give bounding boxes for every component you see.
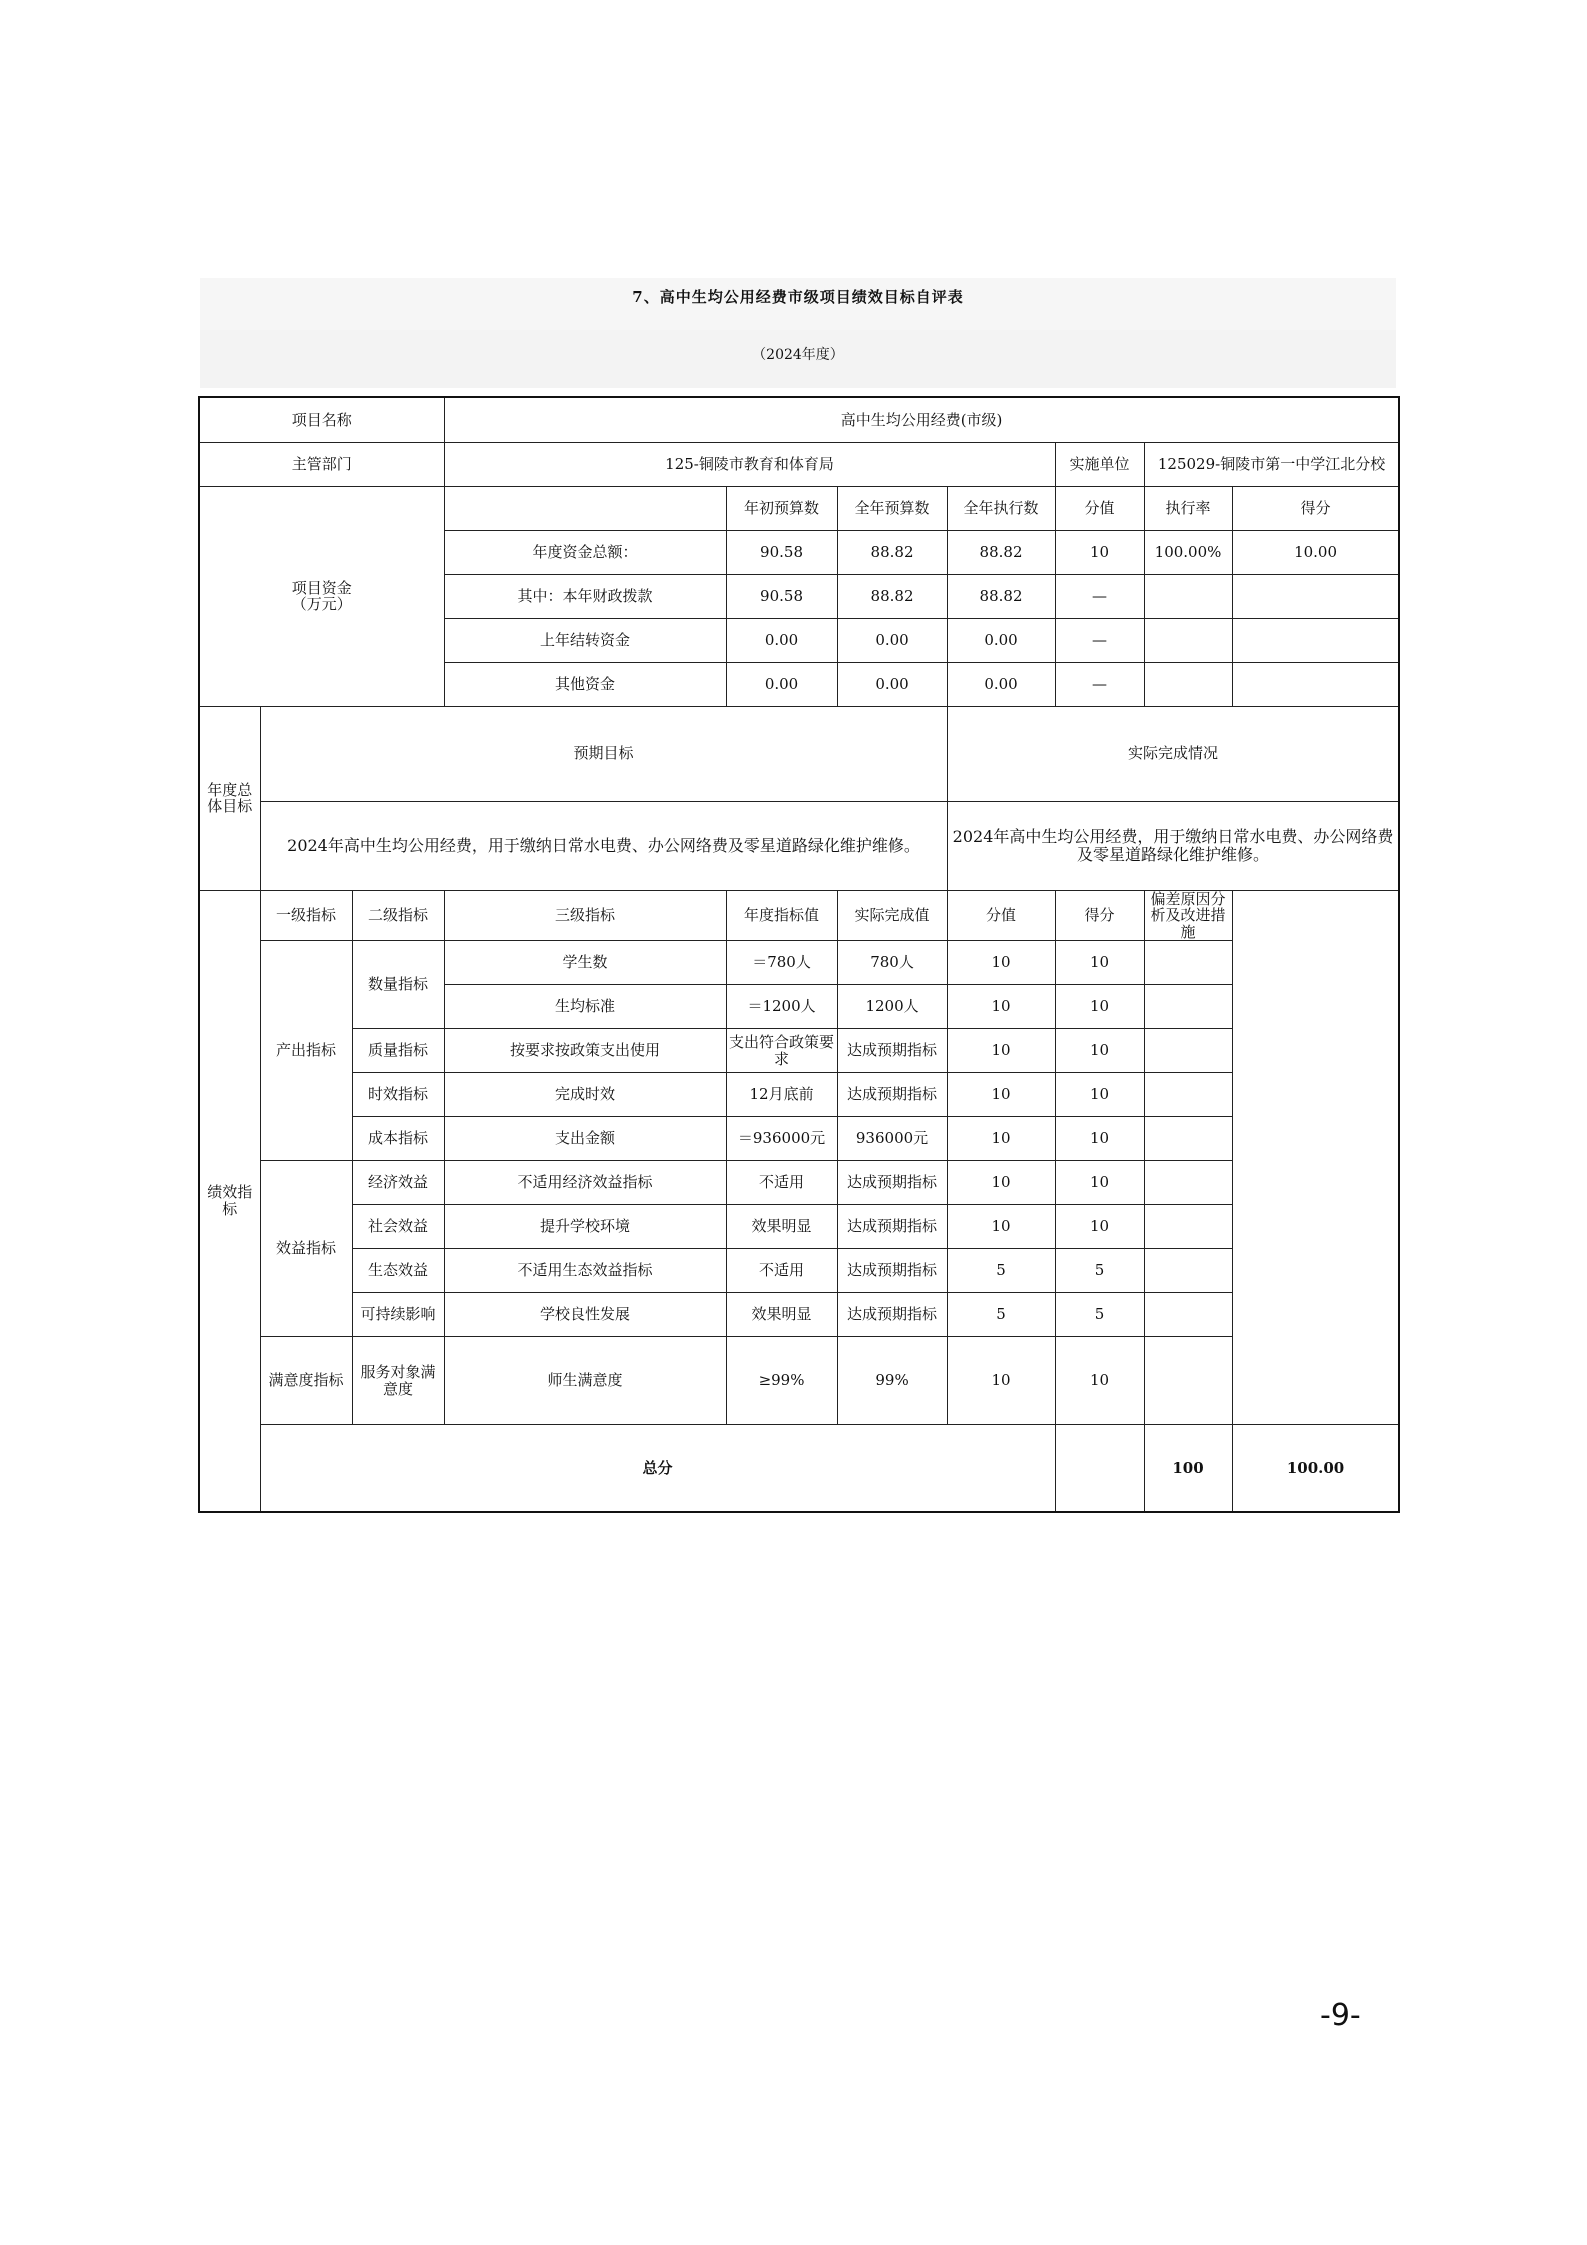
document-title: 7、高中生均公用经费市级项目绩效目标自评表 (632, 288, 964, 306)
document-year: （2024年度） (752, 347, 844, 363)
subgroup-service: 服务对象满意度 (352, 1337, 444, 1425)
indicator-name: 学生数 (444, 941, 726, 985)
indicator-target: ＝780人 (726, 941, 837, 985)
indicators-header-deviation: 偏差原因分析及改进措施 (1144, 890, 1232, 941)
group-satisfaction: 满意度指标 (260, 1337, 352, 1425)
department-row (199, 442, 1399, 486)
indicator-got: 10 (1055, 941, 1144, 985)
indicator-target: ＝936000元 (726, 1117, 837, 1161)
funds-row-rate (1144, 618, 1232, 662)
subgroup-cost: 成本指标 (352, 1117, 444, 1161)
indicator-name: 提升学校环境 (444, 1205, 726, 1249)
indicator-score: 10 (947, 985, 1055, 1029)
indicator-actual: 达成预期指标 (837, 1249, 947, 1293)
indicator-note (1144, 1029, 1232, 1073)
indicator-score: 10 (947, 1073, 1055, 1117)
subgroup-ecological: 生态效益 (352, 1249, 444, 1293)
page-number: -9- (1320, 1998, 1361, 2033)
indicator-actual: 1200人 (837, 985, 947, 1029)
goals-content-row (199, 801, 1399, 890)
indicator-target: 不适用 (726, 1161, 837, 1205)
indicator-name: 支出金额 (444, 1117, 726, 1161)
indicator-note (1144, 1161, 1232, 1205)
total-got: 100.00 (1232, 1425, 1399, 1512)
indicator-note (1144, 1293, 1232, 1337)
subgroup-quantity: 数量指标 (352, 941, 444, 1029)
funds-row-annual: 88.82 (837, 574, 947, 618)
indicator-row (199, 1161, 1399, 1205)
funds-row-executed: 88.82 (947, 574, 1055, 618)
implementing-unit-label: 实施单位 (1055, 442, 1144, 486)
indicator-note (1144, 1249, 1232, 1293)
indicator-target: 不适用 (726, 1249, 837, 1293)
indicators-header-level2: 二级指标 (352, 890, 444, 941)
funds-row-initial: 90.58 (726, 530, 837, 574)
funds-row-initial: 90.58 (726, 574, 837, 618)
funds-row-annual: 0.00 (837, 618, 947, 662)
indicator-score: 10 (947, 1337, 1055, 1425)
indicators-header-score: 分值 (947, 890, 1055, 941)
funds-row-score: — (1055, 618, 1144, 662)
funds-header-got: 得分 (1232, 486, 1399, 530)
indicator-target: 12月底前 (726, 1073, 837, 1117)
funds-row-executed: 88.82 (947, 530, 1055, 574)
funds-row-initial: 0.00 (726, 662, 837, 706)
indicator-got: 10 (1055, 1205, 1144, 1249)
indicator-score: 5 (947, 1293, 1055, 1337)
indicator-got: 10 (1055, 1161, 1144, 1205)
funds-row-annual: 88.82 (837, 530, 947, 574)
goals-actual-text: 2024年高中生均公用经费，用于缴纳日常水电费、办公网络费及零星道路绿化维护维修。 (947, 801, 1399, 890)
funds-header-blank (444, 486, 726, 530)
subgroup-economic: 经济效益 (352, 1161, 444, 1205)
funds-row-score: — (1055, 662, 1144, 706)
funds-row-score: 10 (1055, 530, 1144, 574)
indicators-label: 绩效指标 (199, 890, 260, 1512)
indicator-actual: 达成预期指标 (837, 1161, 947, 1205)
project-name-row (199, 397, 1399, 442)
funds-row-score: — (1055, 574, 1144, 618)
indicator-score: 10 (947, 1161, 1055, 1205)
indicator-note (1144, 985, 1232, 1029)
funds-header-executed: 全年执行数 (947, 486, 1055, 530)
indicator-target: ≥99% (726, 1337, 837, 1425)
total-row (199, 1425, 1399, 1512)
funds-row-got (1232, 618, 1399, 662)
indicators-header-level1: 一级指标 (260, 890, 352, 941)
indicators-header-actual: 实际完成值 (837, 890, 947, 941)
project-name-value: 高中生均公用经费(市级) (444, 397, 1399, 442)
indicator-name: 不适用生态效益指标 (444, 1249, 726, 1293)
funds-row-annual: 0.00 (837, 662, 947, 706)
project-name-label: 项目名称 (199, 397, 444, 442)
group-benefit: 效益指标 (260, 1161, 352, 1337)
indicator-got: 10 (1055, 985, 1144, 1029)
indicator-name: 不适用经济效益指标 (444, 1161, 726, 1205)
funds-header-annual: 全年预算数 (837, 486, 947, 530)
indicator-got: 10 (1055, 1029, 1144, 1073)
evaluation-table (198, 396, 1400, 1513)
indicator-actual: 达成预期指标 (837, 1205, 947, 1249)
indicator-note (1144, 1073, 1232, 1117)
total-score: 100 (1144, 1425, 1232, 1512)
funds-header-initial: 年初预算数 (726, 486, 837, 530)
indicator-actual: 达成预期指标 (837, 1293, 947, 1337)
indicator-score: 5 (947, 1249, 1055, 1293)
group-output: 产出指标 (260, 941, 352, 1161)
subgroup-sustainable: 可持续影响 (352, 1293, 444, 1337)
funds-row-rate: 100.00% (1144, 530, 1232, 574)
funds-header-rate: 执行率 (1144, 486, 1232, 530)
indicator-actual: 99% (837, 1337, 947, 1425)
funds-row-rate (1144, 574, 1232, 618)
goals-label: 年度总体目标 (199, 706, 260, 890)
indicator-score: 10 (947, 1205, 1055, 1249)
department-label: 主管部门 (199, 442, 444, 486)
indicator-row (199, 1337, 1399, 1425)
indicator-note (1144, 1205, 1232, 1249)
indicator-note (1144, 941, 1232, 985)
indicator-note (1144, 1337, 1232, 1425)
indicator-actual: 达成预期指标 (837, 1073, 947, 1117)
indicator-score: 10 (947, 1029, 1055, 1073)
indicator-actual: 936000元 (837, 1117, 947, 1161)
indicator-name: 学校良性发展 (444, 1293, 726, 1337)
indicator-got: 10 (1055, 1337, 1144, 1425)
indicator-row (199, 1029, 1399, 1073)
total-blank (1055, 1425, 1144, 1512)
indicator-target: ＝1200人 (726, 985, 837, 1029)
indicator-target: 效果明显 (726, 1205, 837, 1249)
indicator-row (199, 941, 1399, 985)
indicators-header-row (199, 890, 1399, 941)
funds-row-initial: 0.00 (726, 618, 837, 662)
indicator-name: 生均标准 (444, 985, 726, 1029)
department-value: 125-铜陵市教育和体育局 (444, 442, 1055, 486)
indicator-row (199, 1249, 1399, 1293)
indicator-actual: 780人 (837, 941, 947, 985)
indicator-note (1144, 1117, 1232, 1161)
funds-row-label: 年度资金总额： (444, 530, 726, 574)
indicator-target: 效果明显 (726, 1293, 837, 1337)
subgroup-social: 社会效益 (352, 1205, 444, 1249)
funds-row-label: 其中：本年财政拨款 (444, 574, 726, 618)
subgroup-timeliness: 时效指标 (352, 1073, 444, 1117)
funds-label: 项目资金 （万元） (199, 486, 444, 706)
funds-row-got (1232, 662, 1399, 706)
indicator-actual: 达成预期指标 (837, 1029, 947, 1073)
indicator-row (199, 1117, 1399, 1161)
funds-row-label: 其他资金 (444, 662, 726, 706)
indicator-name: 完成时效 (444, 1073, 726, 1117)
implementing-unit-value: 125029-铜陵市第一中学江北分校 (1144, 442, 1399, 486)
funds-row-executed: 0.00 (947, 618, 1055, 662)
indicator-target: 支出符合政策要求 (726, 1029, 837, 1073)
indicators-header-got: 得分 (1055, 890, 1144, 941)
total-label: 总分 (260, 1425, 1055, 1512)
subgroup-quality: 质量指标 (352, 1029, 444, 1073)
indicator-name: 按要求按政策支出使用 (444, 1029, 726, 1073)
indicators-header-target: 年度指标值 (726, 890, 837, 941)
indicators-header-level3: 三级指标 (444, 890, 726, 941)
indicator-got: 5 (1055, 1293, 1144, 1337)
funds-row-executed: 0.00 (947, 662, 1055, 706)
indicator-row (199, 1293, 1399, 1337)
indicator-got: 10 (1055, 1117, 1144, 1161)
goals-header-row (199, 706, 1399, 801)
indicator-got: 5 (1055, 1249, 1144, 1293)
goals-actual-header: 实际完成情况 (947, 706, 1399, 801)
funds-header-score: 分值 (1055, 486, 1144, 530)
indicator-score: 10 (947, 941, 1055, 985)
indicator-score: 10 (947, 1117, 1055, 1161)
funds-row-label: 上年结转资金 (444, 618, 726, 662)
funds-header-row (199, 486, 1399, 530)
goals-expected-header: 预期目标 (260, 706, 947, 801)
funds-row-got (1232, 574, 1399, 618)
indicator-name: 师生满意度 (444, 1337, 726, 1425)
indicator-row (199, 1205, 1399, 1249)
funds-row-got: 10.00 (1232, 530, 1399, 574)
indicator-got: 10 (1055, 1073, 1144, 1117)
goals-expected-text: 2024年高中生均公用经费，用于缴纳日常水电费、办公网络费及零星道路绿化维护维修。 (260, 801, 947, 890)
funds-row-rate (1144, 662, 1232, 706)
indicator-row (199, 1073, 1399, 1117)
